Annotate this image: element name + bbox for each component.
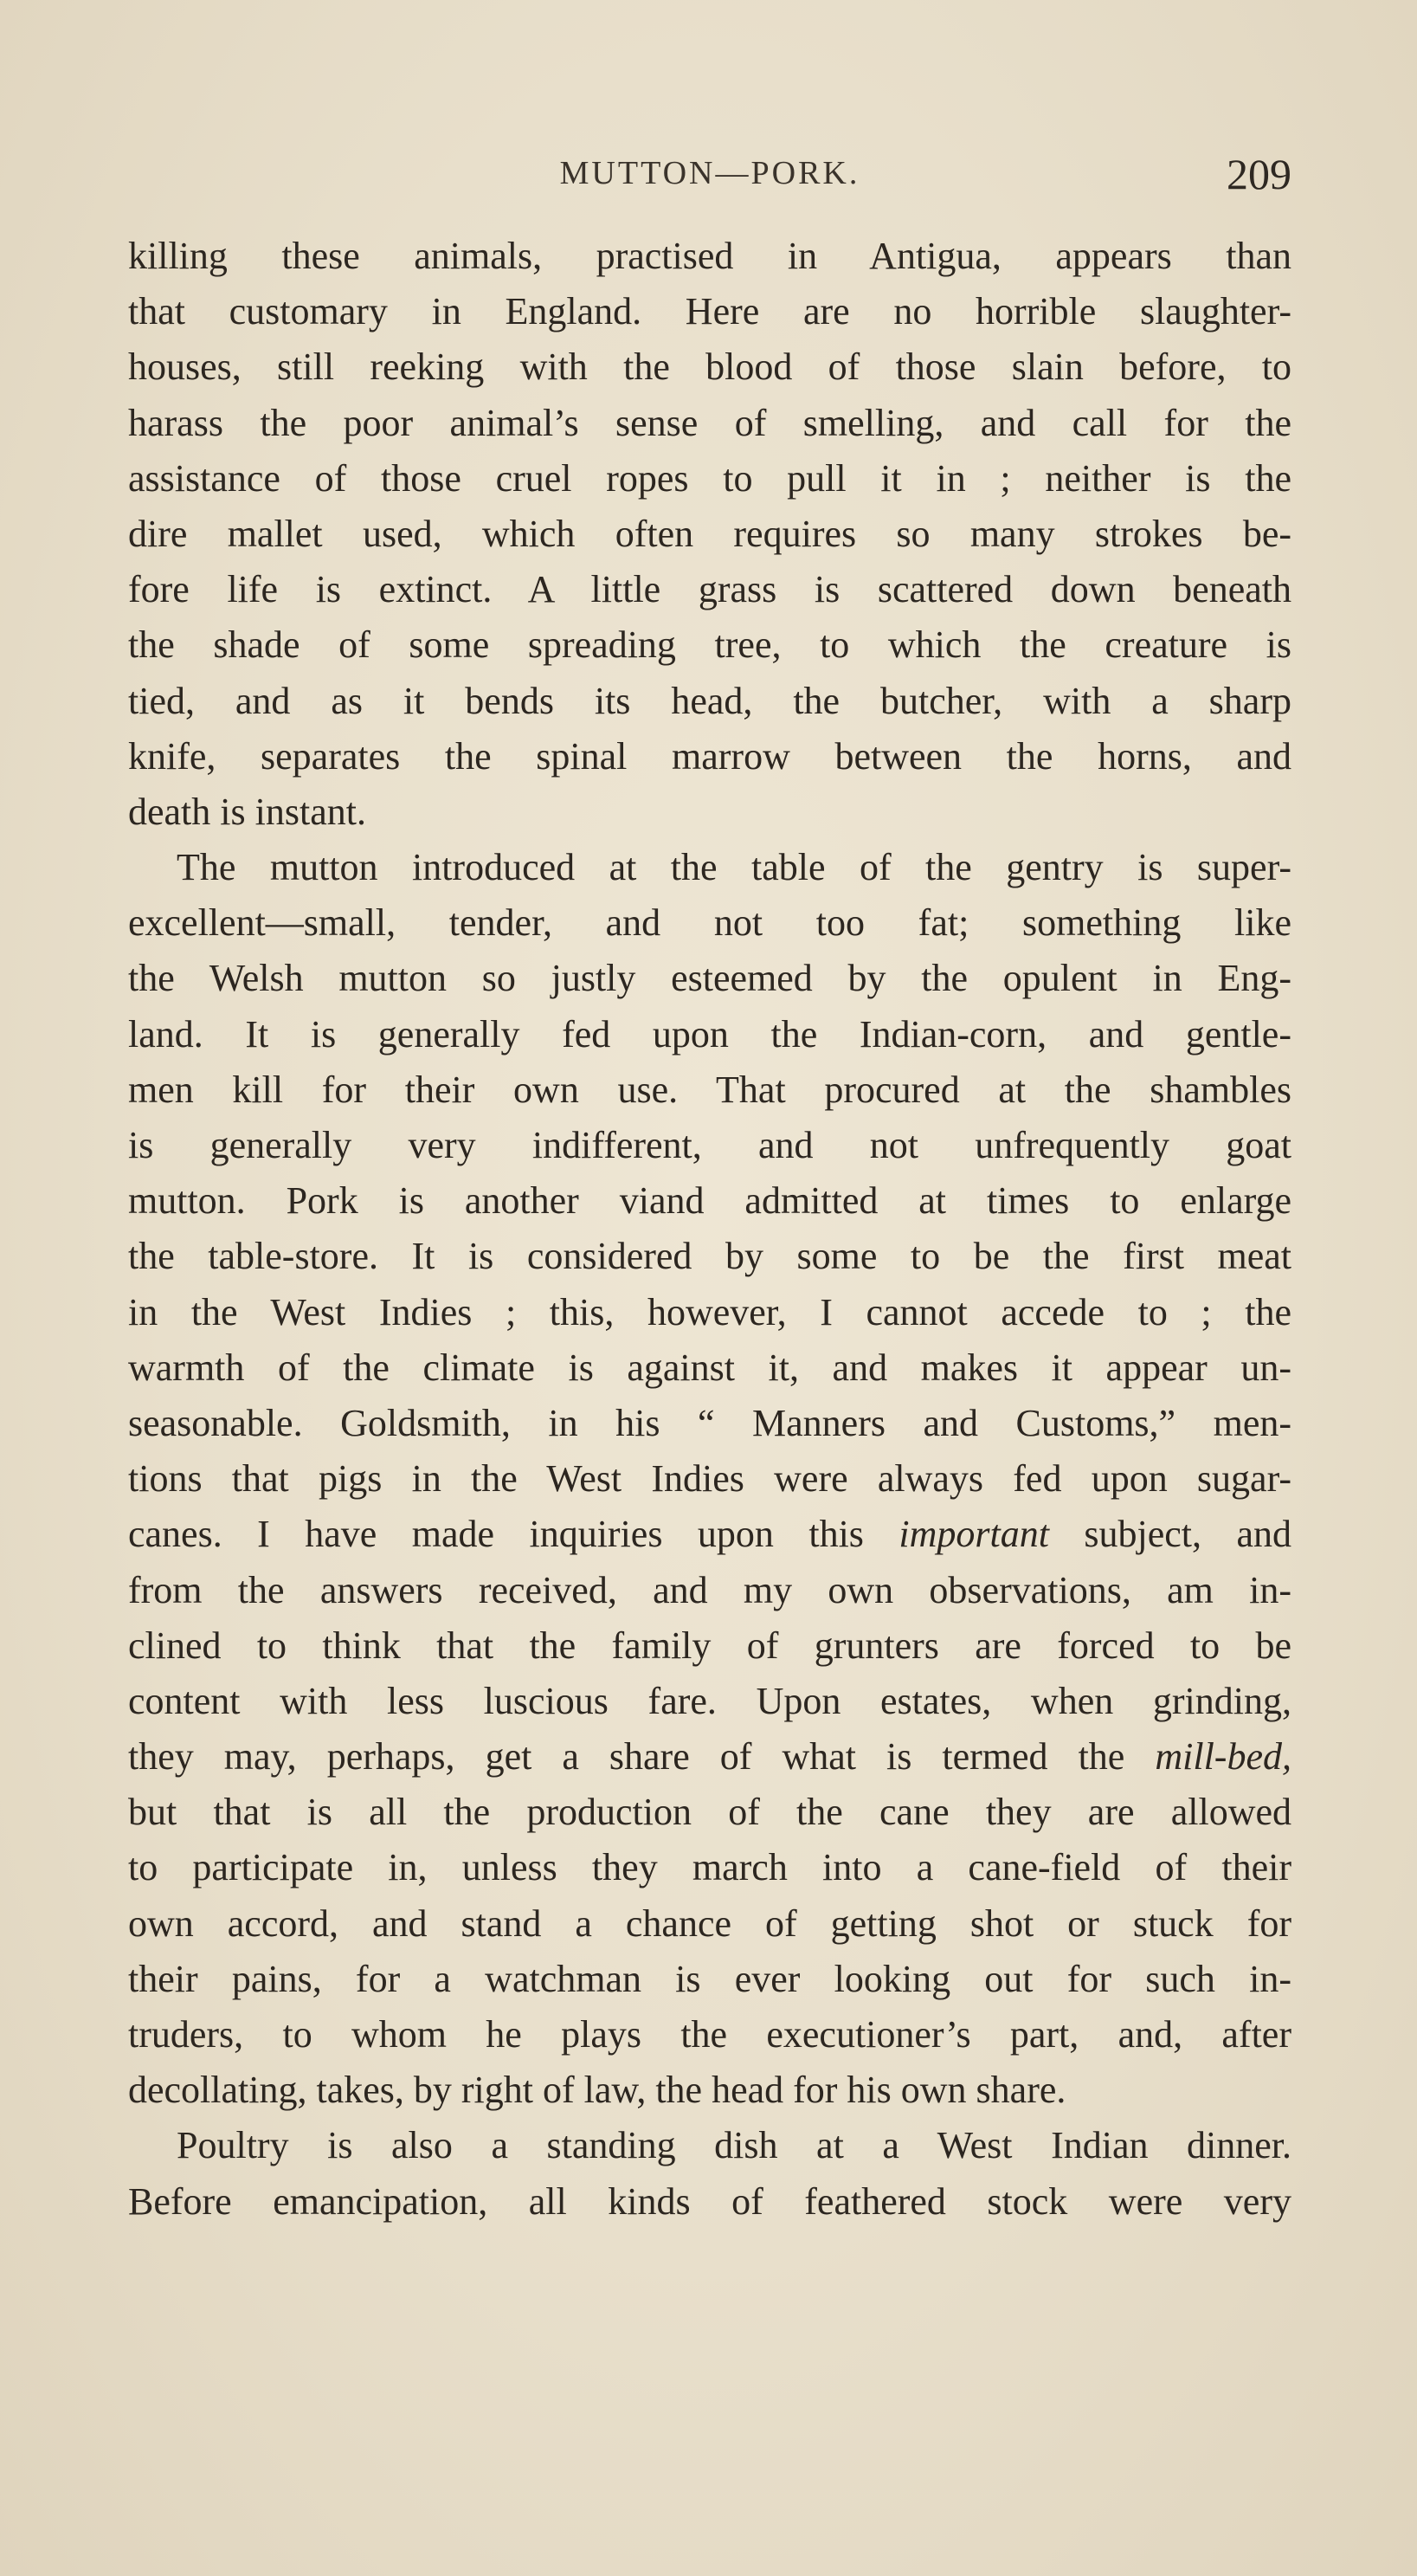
italic-word: mill-bed, [1155, 1735, 1291, 1779]
text-line: seasonable. Goldsmith, in his “ Manners and Customs,” men- [128, 1401, 1291, 1444]
text-line: warmth of the climate is against it, and makes it appear un- [128, 1346, 1291, 1389]
text-line: but that is all the production of the cane they are allowed [128, 1791, 1291, 1834]
text-line: own accord, and stand a chance of getting shot or stuck for [128, 1901, 1291, 1945]
text-line: the Welsh mutton so justly esteemed by the opulent in Eng- [128, 957, 1291, 1000]
text-line: tied, and as it bends its head, the butcher, with a sharp [128, 679, 1291, 722]
text-line: the table-store. It is considered by some to be the first meat [128, 1235, 1291, 1278]
paragraph-2 [128, 840, 1291, 2118]
body-text [128, 229, 1291, 2230]
italic-word: important [899, 1513, 1049, 1556]
text-line-with-italic [128, 1729, 1291, 1785]
text-line: content with less luscious fare. Upon estates, when grinding, [128, 1679, 1291, 1722]
text-line: in the West Indies ; this, however, I cannot accede to ; the [128, 1290, 1291, 1333]
text-line: the shade of some spreading tree, to which the creature is [128, 623, 1291, 667]
text-line: is generally very indifferent, and not unfrequently goat [128, 1124, 1291, 1166]
text-line: that customary in England. Here are no horrible slaughter- [128, 290, 1291, 333]
text-line: to participate in, unless they march into a cane-field of their [128, 1846, 1291, 1889]
text-line: knife, separates the spinal marrow between the horns, and [128, 734, 1291, 778]
text-line: dire mallet used, which often requires so many strokes be- [128, 512, 1291, 555]
text-line-with-italic [128, 1507, 1291, 1562]
page-header [128, 149, 1291, 204]
text-line: truders, to whom he plays the executioner’s part, and, after [128, 2013, 1291, 2056]
page-number: 209 [1227, 150, 1291, 198]
text-line: harass the poor animal’s sense of smelling, and call for the [128, 401, 1291, 444]
text-line: tions that pigs in the West Indies were always fed upon sugar- [128, 1457, 1291, 1501]
text-line: clined to think that the family of grunters are forced to be [128, 1624, 1291, 1667]
text-line: The mutton introduced at the table of the gentry is super- [177, 846, 1291, 889]
text-line: decollating, takes, by right of law, the head for his own share. [128, 2069, 1066, 2112]
text-line: mutton. Pork is another viand admitted at times to enlarge [128, 1179, 1291, 1223]
text-line: their pains, for a watchman is ever looking out for such in- [128, 1957, 1291, 2000]
text-line: assistance of those cruel ropes to pull it in ; neither is the [128, 456, 1291, 500]
text-line: fore life is extinct. A little grass is scattered down beneath [128, 568, 1291, 611]
text-line: Before emancipation, all kinds of feathered stock were very [128, 2179, 1291, 2223]
text-line: men kill for their own use. That procured at the shambles [128, 1068, 1291, 1111]
text-line: Poultry is also a standing dish at a West Indian dinner. [177, 2124, 1291, 2167]
text-line: excellent—small, tender, and not too fat; something like [128, 901, 1291, 945]
text-line: death is instant. [128, 790, 366, 833]
running-head: MUTTON—PORK. [559, 155, 860, 191]
text-run: they may, perhaps, get a share of what is termed the [128, 1735, 1156, 1779]
text-run: canes. I have made inquiries upon this [128, 1513, 899, 1556]
text-line: from the answers received, and my own observations, am in- [128, 1568, 1291, 1611]
paragraph-3 [128, 2118, 1291, 2229]
text-run: subject, and [1048, 1513, 1291, 1556]
text-line: killing these animals, practised in Antigua, appears than [128, 235, 1291, 277]
text-line: houses, still reeking with the blood of those slain before, to [128, 345, 1291, 389]
paragraph-1 [128, 229, 1291, 840]
text-line: land. It is generally fed upon the Indian-corn, and gentle- [128, 1012, 1291, 1056]
